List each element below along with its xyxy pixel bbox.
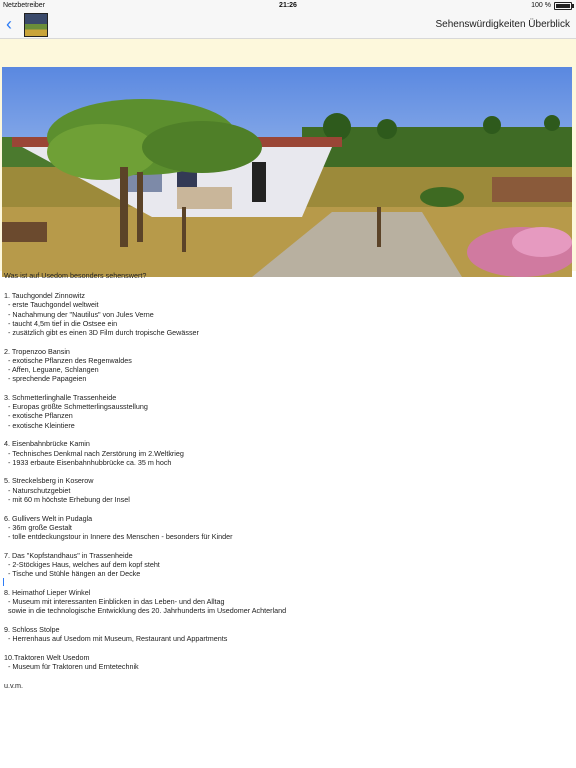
sight-entry (4, 625, 572, 643)
upside-down-house-photo (2, 67, 572, 277)
sight-detail: - Europas größte Schmetterlingsausstellung (8, 402, 148, 412)
sight-title: 4. Eisenbahnbrücke Kamin (4, 439, 90, 449)
sight-detail: - erste Tauchgondel weltweit (8, 300, 99, 310)
sight-title: 10.Traktoren Welt Usedom (4, 652, 90, 662)
sight-title: 9. Schloss Stolpe (4, 624, 60, 634)
sight-title: 5. Streckelsberg in Koserow (4, 476, 94, 486)
sight-detail: - Tische und Stühle hängen an der Decke (8, 569, 141, 579)
text-cursor (3, 578, 4, 586)
status-time: 21:26 (279, 2, 297, 9)
sight-detail: - Museum mit interessanten Einblicken in das Leben- und den Alltag (8, 596, 225, 606)
sight-detail: - 1933 erbaute Eisenbahnhubbrücke ca. 35 m hoch (8, 457, 172, 467)
sight-title: 7. Das "Kopfstandhaus" in Trassenheide (4, 550, 133, 560)
sight-entry (4, 291, 572, 337)
sight-entry (4, 514, 572, 542)
sight-entry (4, 476, 572, 504)
sight-detail: - Technisches Denkmal nach Zerstörung im 2.Weltkrieg (8, 448, 184, 458)
sight-detail: - Nachahmung der "Nautilus" von Jules Verne (8, 309, 154, 319)
back-chevron-icon[interactable]: ‹ (6, 14, 12, 34)
sight-detail: - Affen, Leguane, Schlangen (8, 365, 99, 375)
sight-detail: - exotische Pflanzen (8, 411, 73, 421)
carrier-label: Netzbetreiber (3, 2, 46, 9)
header-banner (0, 39, 576, 271)
page-title: Sehenswürdigkeiten Überblick (435, 19, 570, 30)
status-bar (0, 0, 576, 12)
battery-indicator (531, 0, 572, 12)
sight-detail: - tolle entdeckungstour in Innere des Menschen - besonders für Kinder (8, 531, 233, 541)
sight-entry (4, 439, 572, 467)
sight-detail: - 2-Stöckiges Haus, welches auf dem kopf steht (8, 559, 160, 569)
sight-title: 6. Gullivers Welt in Pudagla (4, 513, 93, 523)
battery-icon (554, 2, 572, 10)
navigation-bar (0, 12, 576, 39)
closing-text: u.v.m. (4, 680, 24, 690)
battery-percent: 100 % (531, 2, 551, 9)
sight-detail: - sprechende Papageien (8, 374, 87, 384)
sight-entry (4, 347, 572, 384)
sight-detail: - 36m große Gestalt (8, 522, 72, 532)
sight-detail: - zusätzlich gibt es einen 3D Film durch tropische Gewässer (8, 328, 199, 338)
sight-detail: - taucht 4,5m tief in die Ostsee ein (8, 318, 118, 328)
sight-detail: sowie in die technologische Entwicklung des 20. Jahrhunderts im Usedomer Achterland (8, 606, 287, 616)
sight-detail: - Museum für Traktoren und Erntetechnik (8, 662, 139, 671)
sight-title: 1. Tauchgondel Zinnowitz (4, 291, 85, 301)
sight-detail: - Naturschutzgebiet (8, 485, 71, 495)
sight-detail: - Herrenhaus auf Usedom mit Museum, Restaurant und Appartments (8, 634, 228, 644)
sight-title: 8. Heimathof Lieper Winkel (4, 587, 91, 597)
sight-entry (4, 551, 572, 579)
sights-content (4, 271, 572, 690)
sight-title: 3. Schmetterlinghalle Trassenheide (4, 393, 117, 403)
intro-question: Was ist auf Usedom besonders sehenswert? (4, 271, 147, 280)
sight-entry (4, 653, 572, 671)
sight-detail: - mit 60 m höchste Erhebung der Insel (8, 494, 130, 504)
sight-title: 2. Tropenzoo Bansin (4, 346, 70, 356)
sight-entry (4, 393, 572, 430)
app-logo-icon (24, 13, 48, 37)
sight-detail: - exotische Kleintiere (8, 420, 75, 430)
sight-detail: - exotische Pflanzen des Regenwaldes (8, 355, 132, 365)
sight-entry (4, 588, 572, 616)
